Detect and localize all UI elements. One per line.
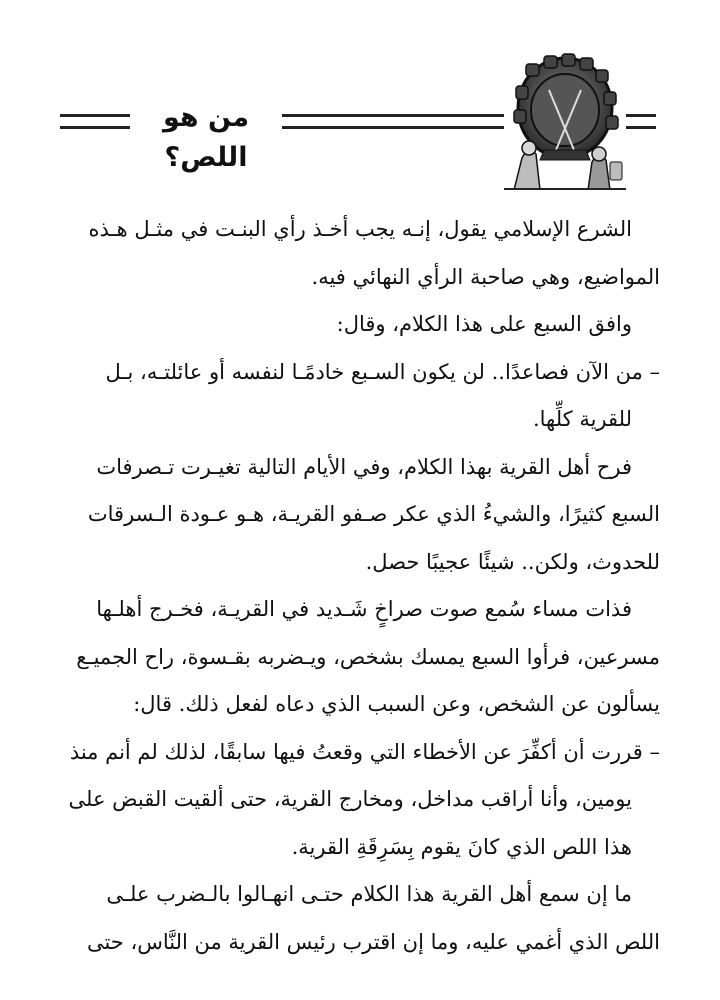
text-line: هذا اللص الذي كانَ يقوم بِسَرِقَةِ القرية.	[291, 834, 632, 859]
text-line: مسرعين، فرأوا السبع يمسك بشخص، ويـضربه بقـسوة، راح الجميـع	[76, 644, 660, 669]
chapter-header	[0, 50, 720, 190]
header-rule-right	[626, 114, 656, 129]
chapter-title: من هو اللص؟	[162, 102, 250, 173]
dialogue-paragraph	[62, 349, 660, 444]
text-line: للقرية كلِّها.	[532, 407, 632, 431]
text-line: وافق السبع على هذا الكلام، وقال:	[336, 312, 632, 336]
text-line: – قررت أن أكفِّرَ عن الأخطاء التي وقعتُ فيها سابقًا، لذلك لم أنم منذ	[69, 739, 660, 764]
paragraph	[62, 871, 660, 966]
text-line: اللص الذي أغمي عليه، وما إن اقترب رئيس القرية من النَّاس، حتى	[86, 929, 660, 954]
illustration-drawing	[504, 50, 626, 190]
story-text	[62, 206, 660, 966]
paragraph	[62, 206, 660, 301]
text-line: للحدوث، ولكن.. شيئًا عجيبًا حصل.	[365, 549, 660, 574]
dialogue-paragraph	[62, 729, 660, 872]
text-line: – من الآن فصاعدًا.. لن يكون السـبع خادمًـا لنفسه أو عائلتـه، بـل	[105, 359, 660, 384]
text-line: فذات مساء سُمع صوت صراخٍ شَـديد في القريـة، فخـرج أهلـها	[96, 597, 632, 621]
text-line: فرح أهل القرية بهذا الكلام، وفي الأيام التالية تغيـرت تـصرفات	[96, 454, 632, 479]
text-line: ما إن سمع أهل القرية هذا الكلام حتـى انهـالوا بالـضرب علـى	[106, 882, 632, 906]
paragraph	[62, 444, 660, 587]
paragraph	[62, 586, 660, 729]
header-rule-left	[60, 114, 130, 129]
text-line: الشرع الإسلامي يقول، إنـه يجب أخـذ رأي البنـت في مثـل هـذه	[88, 217, 632, 241]
header-rule-middle	[282, 114, 504, 129]
text-line: السبع كثيرًا، والشيءُ الذي عكر صـفو القريـة، هـو عـودة الـسرقات	[87, 502, 660, 526]
text-line: يسألون عن الشخص، وعن السبب الذي دعاه لفعل ذلك. قال:	[133, 692, 660, 716]
text-line: يومين، وأنا أراقب مداخل، ومخارج القرية، حتى ألقيت القبض على	[68, 787, 632, 811]
paragraph	[62, 301, 660, 349]
text-line: المواضيع، وهي صاحبة الرأي النهائي فيه.	[311, 264, 660, 289]
chapter-illustration	[504, 50, 626, 190]
